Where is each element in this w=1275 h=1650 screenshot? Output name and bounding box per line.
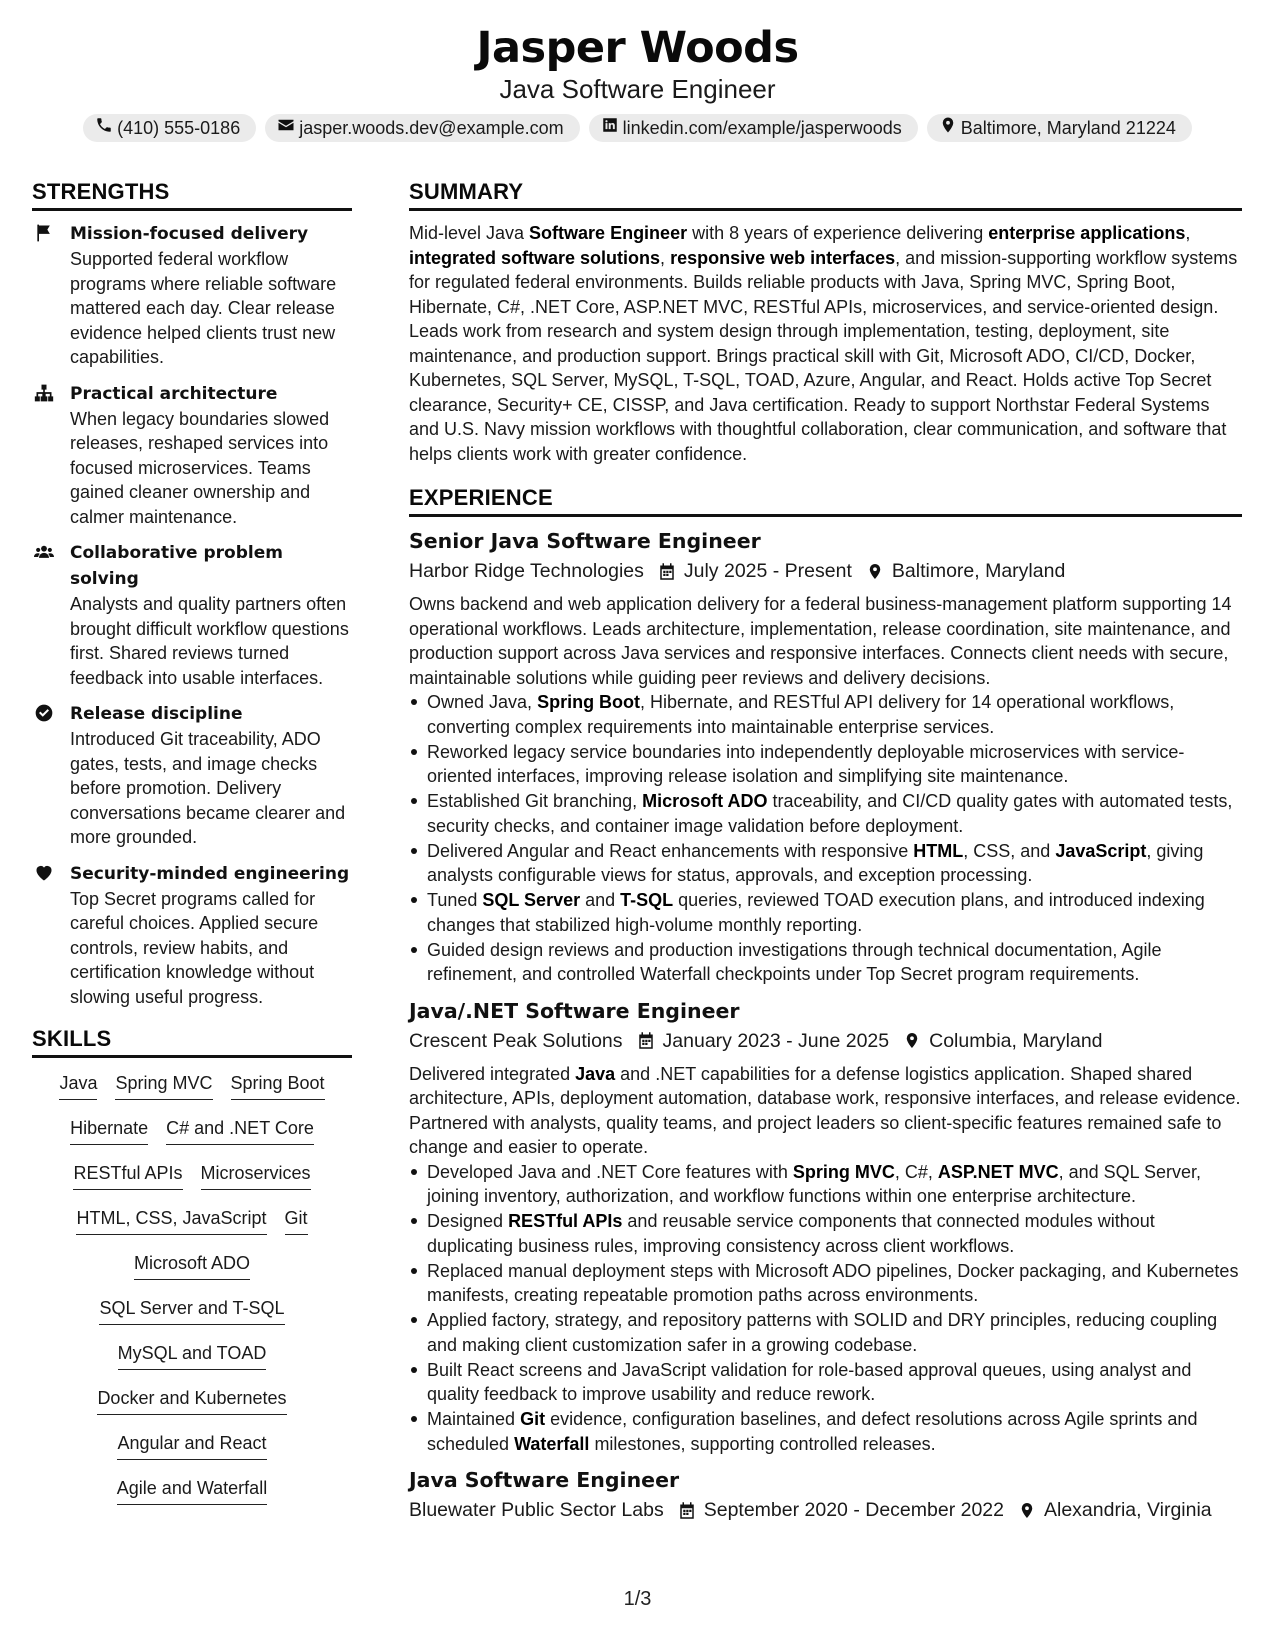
left-column: [32, 176, 352, 1518]
page-number: 1/3: [623, 1588, 652, 1610]
text-run: Developed Java and .NET Core features with: [427, 1161, 793, 1182]
skill-row: [32, 1473, 352, 1518]
text-run: Built React screens and JavaScript validation for role-based approval queues, using analyst and quality feedback to improve usability and reduce rework.: [427, 1359, 1192, 1404]
calendar-icon: [678, 1501, 696, 1520]
job-dates: September 2020 - December 2022: [703, 1499, 1004, 1521]
candidate-role: Java Software Engineer: [499, 74, 776, 104]
bullet-item: [409, 1259, 1242, 1308]
strength-item: [32, 540, 352, 690]
bold-text: T-SQL: [620, 890, 674, 910]
skill-row: [32, 1338, 352, 1383]
bullet-item: [409, 740, 1242, 789]
job-bullets: [409, 690, 1242, 987]
text-run: , CSS, and: [963, 840, 1056, 861]
bold-text: Software Engineer: [529, 223, 688, 243]
candidate-name: Jasper Woods: [476, 23, 799, 73]
text-run: , and SQL Server, joining inventory, authorization, and workflow functions within one enterprise architecture.: [427, 1161, 1202, 1206]
text-run: Designed: [427, 1211, 509, 1231]
skill-tag: MySQL and TOAD: [118, 1338, 267, 1370]
bold-text: ASP.NET MVC: [937, 1161, 1059, 1182]
heart-icon: [34, 863, 56, 883]
skill-tag: Microsoft ADO: [134, 1248, 250, 1280]
bullet-item: [409, 690, 1242, 739]
bold-text: RESTful APIs: [508, 1211, 623, 1231]
skill-tag: Microservices: [201, 1158, 311, 1190]
bold-text: Java: [575, 1063, 616, 1084]
job-entry: [409, 527, 1242, 987]
text-run: , C#,: [894, 1161, 938, 1182]
text-run: Owned Java,: [427, 692, 538, 712]
job-company: Bluewater Public Sector Labs: [409, 1499, 664, 1521]
job-meta: [409, 556, 1242, 586]
job-dates: July 2025 - Present: [683, 560, 852, 582]
skill-row: [32, 1158, 352, 1203]
text-run: Mid-level Java: [409, 223, 530, 243]
skill-tag: C# and .NET Core: [166, 1113, 314, 1145]
job-meta: [409, 1495, 1242, 1525]
contact-email-text: jasper.woods.dev@example.com: [299, 118, 564, 138]
text-run: , Hibernate, and RESTful API delivery for 14 operational workflows, converting complex requirements into maintainable enterprise services.: [427, 692, 1175, 737]
text-run: Reworked legacy service boundaries into independently deployable microservices with service-oriented interfaces, improving release isolation and simplifying site maintenance.: [427, 741, 1185, 786]
text-run: and .NET capabilities for a defense logistics application. Shaped shared architecture, APIs, deployment automation, database work, responsive interfaces, and release evidence. Partnered with analysts, quality teams, and project leaders so client-specific features remained safe to change and easier to operate.: [409, 1063, 1241, 1157]
skill-tag: Spring Boot: [231, 1068, 325, 1100]
envelope-icon: [277, 114, 295, 142]
skills-heading: SKILLS: [32, 1023, 352, 1058]
sitemap-icon: [34, 383, 56, 403]
resume-header: [0, 22, 1275, 104]
text-run: ,: [1185, 223, 1191, 243]
bullet-item: [409, 1160, 1242, 1209]
skill-row: [32, 1293, 352, 1338]
contact-linkedin[interactable]: [589, 114, 918, 142]
skill-row: [32, 1248, 352, 1293]
bold-text: Waterfall: [514, 1433, 590, 1454]
summary-text: [409, 221, 1242, 466]
contact-phone-text: (410) 555-0186: [117, 118, 241, 138]
text-run: Maintained: [427, 1409, 521, 1429]
bold-text: SQL Server: [482, 890, 581, 910]
bold-text: Spring MVC: [792, 1161, 895, 1182]
text-run: and reusable service components that connected modules without duplicating business rules, improving consistency across client workflows.: [427, 1211, 1155, 1256]
bullet-item: [409, 888, 1242, 937]
strength-desc: Supported federal workflow programs where reliable software mattered each day. Clear release evidence helped clients trust new capabilities.: [70, 249, 337, 367]
strength-desc: Introduced Git traceability, ADO gates, tests, and image checks before promotion. Delivery conversations became clearer and more grounded.: [70, 729, 346, 847]
bold-text: Microsoft ADO: [642, 791, 768, 811]
map-pin-icon: [903, 1031, 921, 1050]
bold-text: JavaScript: [1055, 840, 1147, 861]
phone-icon: [95, 114, 113, 142]
skill-row: [32, 1113, 352, 1158]
users-icon: [34, 542, 56, 562]
skill-tag: Spring MVC: [115, 1068, 212, 1100]
job-location: Alexandria, Virginia: [1043, 1499, 1212, 1521]
bold-text: Git: [520, 1409, 546, 1429]
map-pin-icon: [1018, 1501, 1036, 1520]
skill-tag: Docker and Kubernetes: [97, 1383, 286, 1415]
strength-item: [32, 861, 352, 1010]
contact-location: [927, 114, 1192, 142]
calendar-icon: [658, 562, 676, 581]
job-location: Baltimore, Maryland: [891, 560, 1066, 582]
strength-title: Security-minded engineering: [70, 863, 350, 884]
strength-item: [32, 701, 352, 850]
contact-location-text: Baltimore, Maryland 21224: [960, 118, 1176, 138]
skill-row: [32, 1428, 352, 1473]
check-circle-icon: [34, 703, 56, 723]
bold-text: HTML: [913, 840, 964, 861]
text-run: Guided design reviews and production investigations through technical documentation, Agile refinement, and controlled Waterfall checkpoints under Top Secret program requirements.: [427, 939, 1162, 984]
strength-item: [32, 381, 352, 530]
experience-heading: EXPERIENCE: [409, 482, 1242, 517]
job-location: Columbia, Maryland: [929, 1029, 1103, 1052]
strength-title: Practical architecture: [70, 383, 278, 404]
flag-icon: [34, 223, 56, 243]
text-run: Delivered integrated: [409, 1063, 576, 1084]
bullet-item: [409, 839, 1242, 888]
strength-item: [32, 221, 352, 370]
skill-tag: Angular and React: [117, 1428, 266, 1460]
text-run: , and mission-supporting workflow systems for regulated federal environments. Builds reliable products with Java, Spring MVC, Spring Boot, Hibernate, C#, .NET Core, ASP.NET MVC, RESTful APIs, microservices, and service-oriented design. Leads work from research and system design through implementation, testing, deployment, site maintenance, and production support. Brings practical skill with Git, Microsoft ADO, CI/CD, Docker, Kubernetes, SQL Server, MySQL, T-SQL, TOAD, Azure, Angular, and React. Holds active Top Secret clearance, Security+ CE, CISSP, and Java certification. Ready to support Northstar Federal Systems and U.S. Navy mission workflows with thoughtful collaboration, clear communication, and software that helps clients work with greater confidence.: [409, 247, 1238, 464]
strength-title: Release discipline: [70, 704, 243, 724]
strength-desc: When legacy boundaries slowed releases, reshaped services into focused microservices. Teams gained cleaner ownership and calmer maintenance.: [70, 408, 330, 527]
bullet-item: [409, 1407, 1242, 1456]
strength-title: Mission-focused delivery: [70, 224, 309, 244]
right-column: [409, 176, 1242, 1531]
skill-tag: Agile and Waterfall: [117, 1473, 267, 1505]
text-run: and: [580, 890, 621, 910]
job-meta: [409, 1026, 1242, 1056]
job-company: Harbor Ridge Technologies: [409, 560, 644, 582]
bold-text: enterprise applications: [988, 223, 1186, 243]
bullet-item: [409, 1209, 1242, 1258]
skills-list: [32, 1068, 352, 1518]
contact-phone[interactable]: [83, 114, 256, 142]
text-run: Applied factory, strategy, and repository patterns with SOLID and DRY principles, reducing coupling and making client customization safer in a growing codebase.: [427, 1310, 1218, 1355]
strengths-heading: STRENGTHS: [32, 176, 352, 211]
contact-email[interactable]: [265, 114, 579, 142]
text-run: queries, reviewed TOAD execution plans, and introduced indexing changes that stabilized high-volume monthly reporting.: [427, 890, 1205, 935]
text-run: , giving analysts configurable views for status, approvals, and exception processing.: [427, 840, 1204, 885]
skill-row: [32, 1383, 352, 1428]
calendar-icon: [637, 1031, 655, 1050]
text-run: Established Git branching,: [427, 791, 643, 811]
text-run: evidence, configuration baselines, and defect resolutions across Agile sprints and scheduled: [427, 1409, 1198, 1454]
bullet-item: [409, 1358, 1242, 1407]
skill-row: [32, 1203, 352, 1248]
bold-text: integrated software solutions: [409, 247, 661, 268]
contact-linkedin-text: linkedin.com/example/jasperwoods: [622, 118, 902, 138]
skill-row: [32, 1068, 352, 1113]
skill-tag: Git: [285, 1203, 308, 1235]
bullet-item: [409, 789, 1242, 838]
summary-heading: SUMMARY: [409, 176, 1242, 211]
text-run: ,: [660, 247, 671, 268]
skill-tag: RESTful APIs: [73, 1158, 182, 1190]
text-run: Replaced manual deployment steps with Microsoft ADO pipelines, Docker packaging, and Kubernetes manifests, creating repeatable promotion paths across environments.: [427, 1260, 1239, 1305]
bold-text: Spring Boot: [537, 692, 641, 712]
text-run: milestones, supporting controlled releases.: [589, 1433, 936, 1454]
skill-tag: HTML, CSS, JavaScript: [76, 1203, 266, 1235]
skill-tag: SQL Server and T-SQL: [99, 1293, 284, 1325]
bullet-item: [409, 1308, 1242, 1357]
job-description: [409, 1062, 1242, 1160]
job-bullets: [409, 1160, 1242, 1457]
map-pin-icon: [939, 114, 957, 142]
strength-desc: Analysts and quality partners often brought difficult workflow questions first. Shared reviews turned feedback into usable interfaces.: [70, 594, 349, 688]
job-title: Senior Java Software Engineer: [409, 529, 761, 553]
job-title: Java Software Engineer: [409, 1468, 680, 1492]
job-description: Owns backend and web application delivery for a federal business-management platform supporting 14 operational workflows. Leads architecture, implementation, release coordination, site maintenance, and production support across Java services and responsive interfaces. Connects client needs with secure, maintainable solutions while guiding peer reviews and delivery decisions.: [409, 594, 1232, 688]
map-pin-icon: [866, 562, 884, 581]
text-run: Tuned: [427, 890, 483, 910]
job-dates: January 2023 - June 2025: [662, 1029, 890, 1052]
contact-bar: [0, 114, 1275, 142]
text-run: Delivered Angular and React enhancements with responsive: [427, 840, 914, 861]
skill-tag: Hibernate: [70, 1113, 148, 1145]
text-run: with 8 years of experience delivering: [687, 223, 989, 243]
job-title: Java/.NET Software Engineer: [409, 998, 740, 1023]
strength-desc: Top Secret programs called for careful choices. Applied secure controls, review habits, and certification knowledge without slowing useful progress.: [70, 888, 319, 1007]
linkedin-icon: [601, 114, 619, 142]
text-run: traceability, and CI/CD quality gates with automated tests, security checks, and container image validation before deployment.: [427, 791, 1233, 836]
job-entry: [409, 997, 1242, 1457]
bold-text: responsive web interfaces: [670, 247, 896, 268]
job-company: Crescent Peak Solutions: [409, 1029, 623, 1052]
job-entry: [409, 1466, 1242, 1525]
bullet-item: [409, 938, 1242, 987]
skill-tag: Java: [59, 1068, 97, 1100]
strength-title: Collaborative problem solving: [70, 543, 283, 589]
